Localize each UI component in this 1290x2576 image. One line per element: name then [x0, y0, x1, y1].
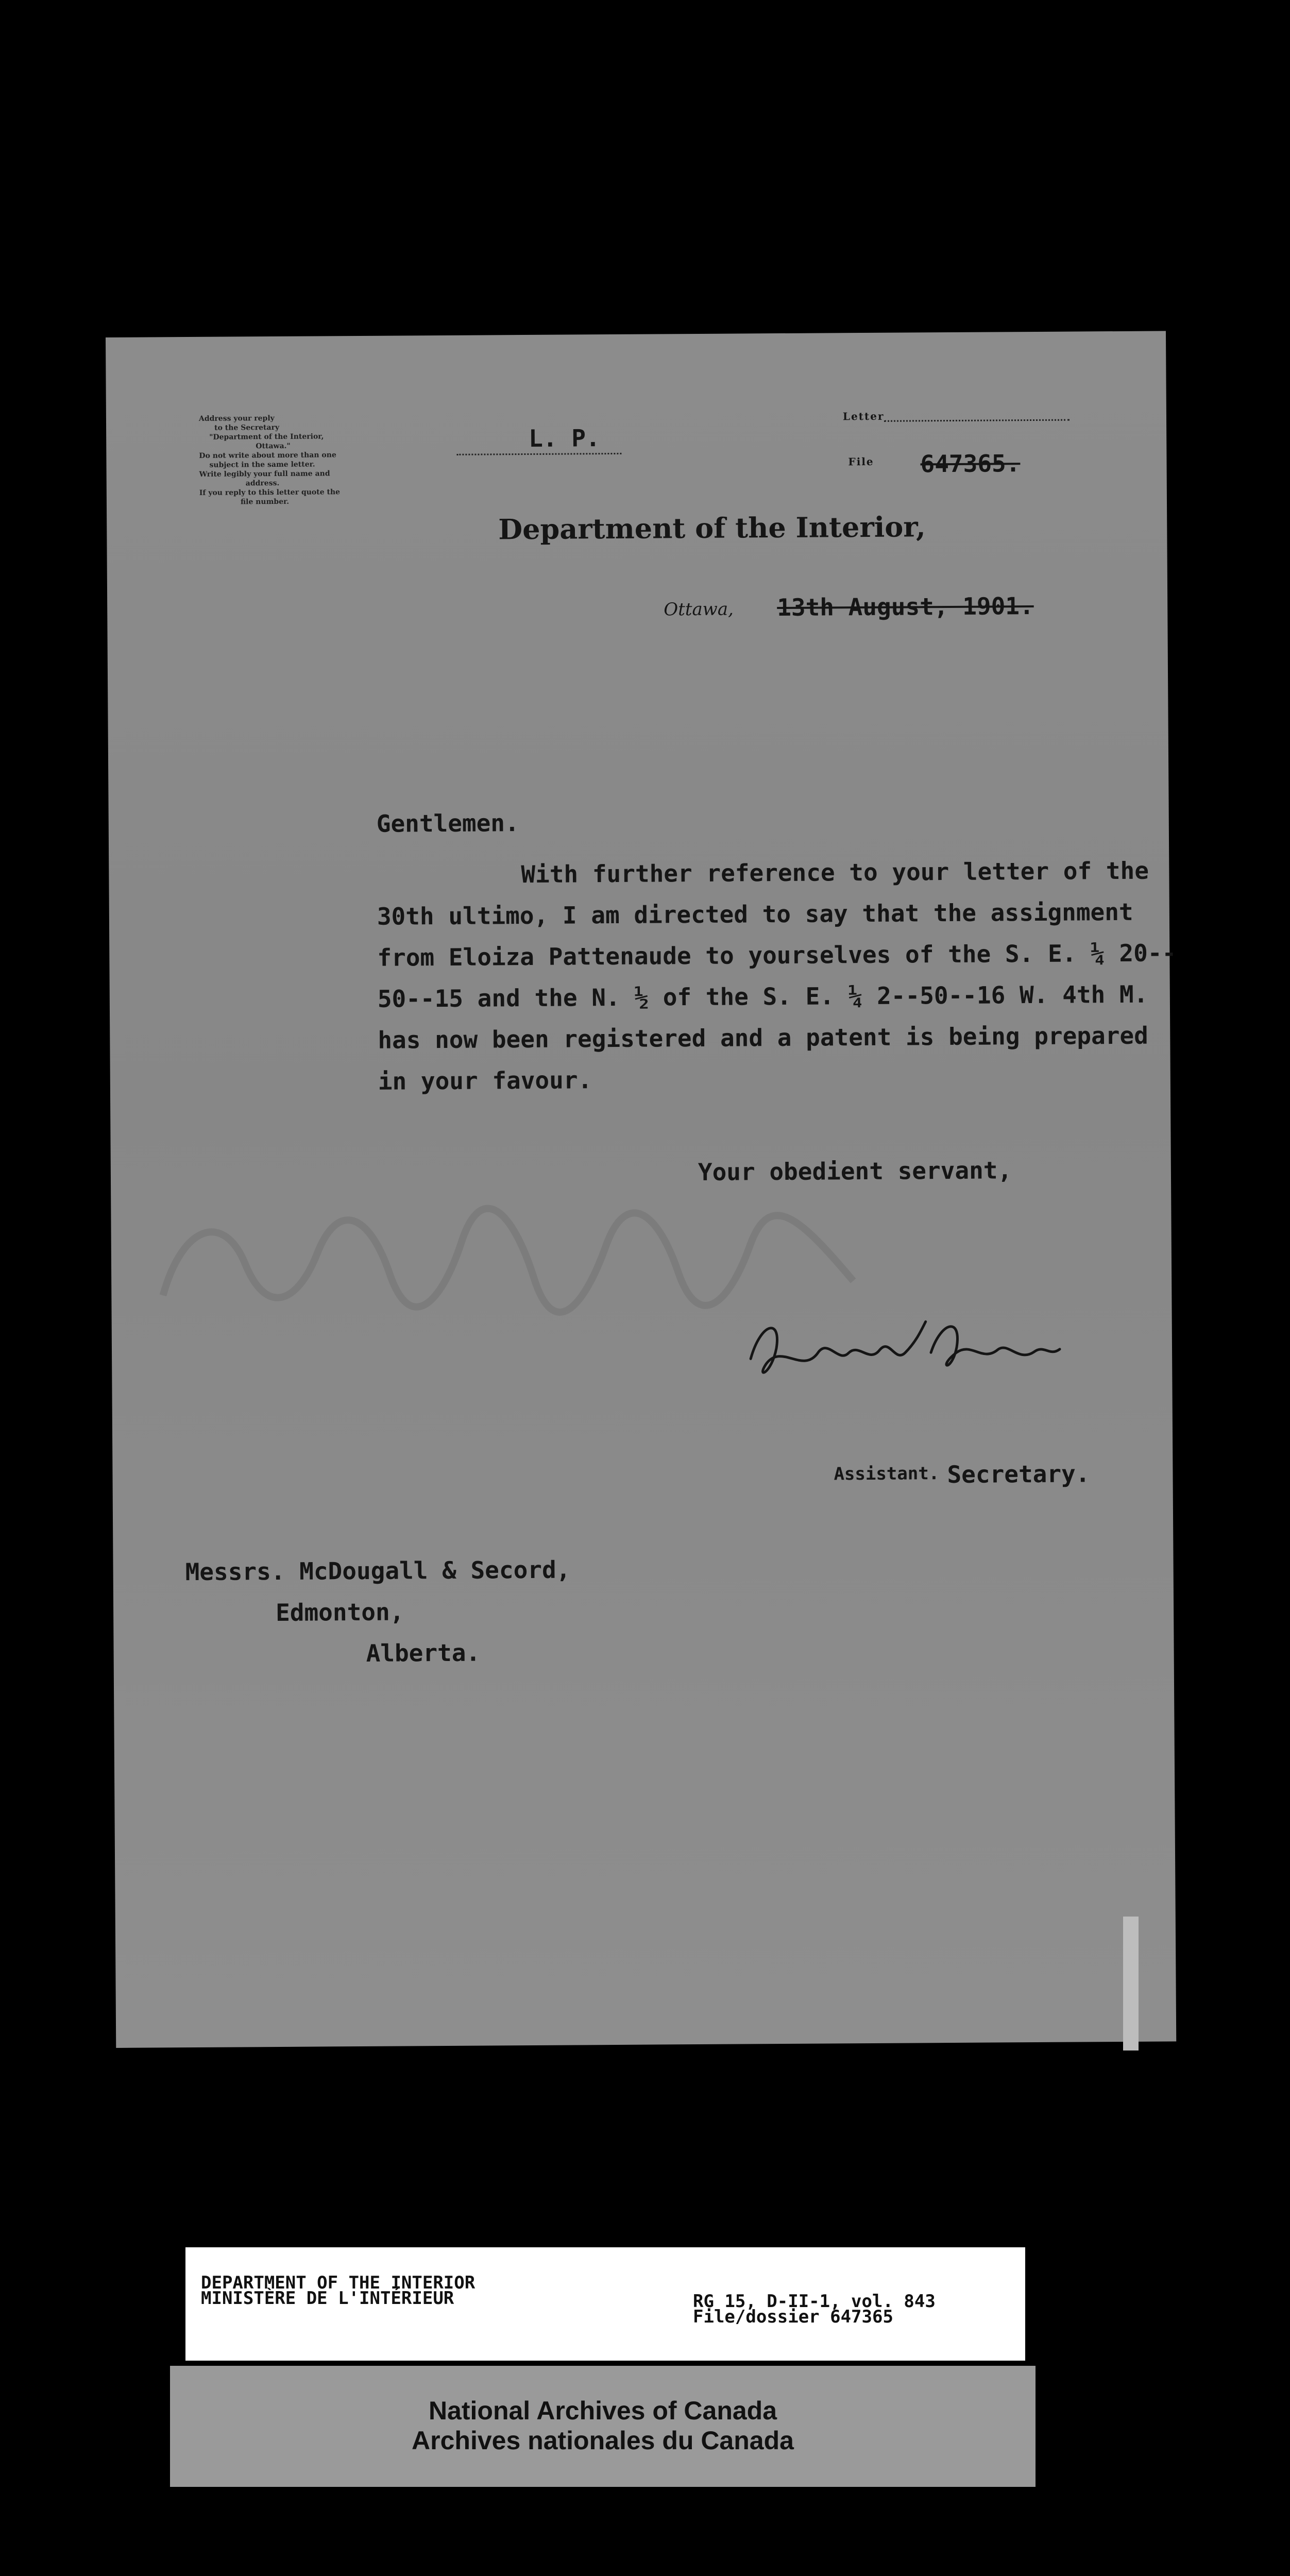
initials: L. P.	[529, 424, 600, 452]
signature-scrawl	[740, 1300, 1070, 1395]
instruction-line: subject in the same letter.	[209, 460, 315, 469]
archives-name-fr: Archives nationales du Canada	[412, 2426, 794, 2455]
addressee-city: Edmonton,	[275, 1598, 404, 1627]
archive-reference: RG 15, D-II-1, vol. 843	[693, 2291, 936, 2312]
body-line: has now been registered and a patent is being prepared	[378, 1021, 1148, 1054]
instruction-line: Write legibly your full name and	[199, 469, 330, 479]
archive-reference-label	[185, 2247, 1025, 2361]
place: Ottawa,	[664, 599, 734, 620]
archives-banner	[170, 2366, 1036, 2487]
body-line: in your favour.	[378, 1066, 592, 1095]
addressee-province: Alberta.	[366, 1638, 481, 1667]
initials-line	[456, 424, 621, 455]
instruction-line: Ottawa."	[256, 442, 291, 451]
instruction-line: Do not write about more than one	[199, 451, 336, 460]
instruction-line: address.	[245, 479, 280, 488]
file-label: File	[848, 455, 874, 468]
addressee-name: Messrs. McDougall & Secord,	[185, 1555, 571, 1586]
dept-en: DEPARTMENT OF THE INTERIOR	[201, 2273, 476, 2293]
body-line: 50--15 and the N. ½ of the S. E. ¼ 2--50--16 W. 4th M.	[377, 980, 1148, 1013]
file-number: 647365.	[920, 449, 1021, 478]
instruction-line: If you reply to this letter quote the	[199, 488, 341, 497]
page-edge	[1123, 1917, 1139, 2050]
archives-name-en: National Archives of Canada	[428, 2396, 777, 2425]
letter-blank	[884, 419, 1070, 422]
signature	[740, 1300, 1070, 1395]
body-line: With further reference to your letter of the	[521, 856, 1149, 889]
instruction-line: file number.	[240, 497, 290, 506]
letter-field	[843, 409, 1070, 426]
department-heading: Department of the Interior,	[498, 510, 926, 546]
date: 13th August, 1901.	[777, 592, 1034, 622]
file-field	[848, 450, 1064, 478]
letter-page	[106, 331, 1176, 2048]
body-line: 30th ultimo, I am directed to say that the assignment	[377, 897, 1133, 930]
letter-label: Letter	[842, 410, 885, 423]
title-secretary: Secretary.	[947, 1460, 1090, 1489]
closing: Your obedient servant,	[698, 1156, 1012, 1187]
body-line: from Eloiza Pattenaude to yourselves of the S. E. ¼ 20--	[377, 939, 1177, 972]
instruction-line: Address your reply	[198, 414, 275, 423]
instruction-line: to the Secretary	[214, 423, 280, 432]
instruction-line: "Department of the Interior,	[209, 432, 324, 442]
title-assistant: Assistant.	[834, 1463, 940, 1485]
dept-fr: MINISTÈRE DE L'INTÉRIEUR	[201, 2288, 454, 2309]
salutation: Gentlemen.	[376, 809, 519, 838]
archive-file: File/dossier 647365	[693, 2307, 893, 2327]
reply-instructions	[199, 413, 359, 507]
